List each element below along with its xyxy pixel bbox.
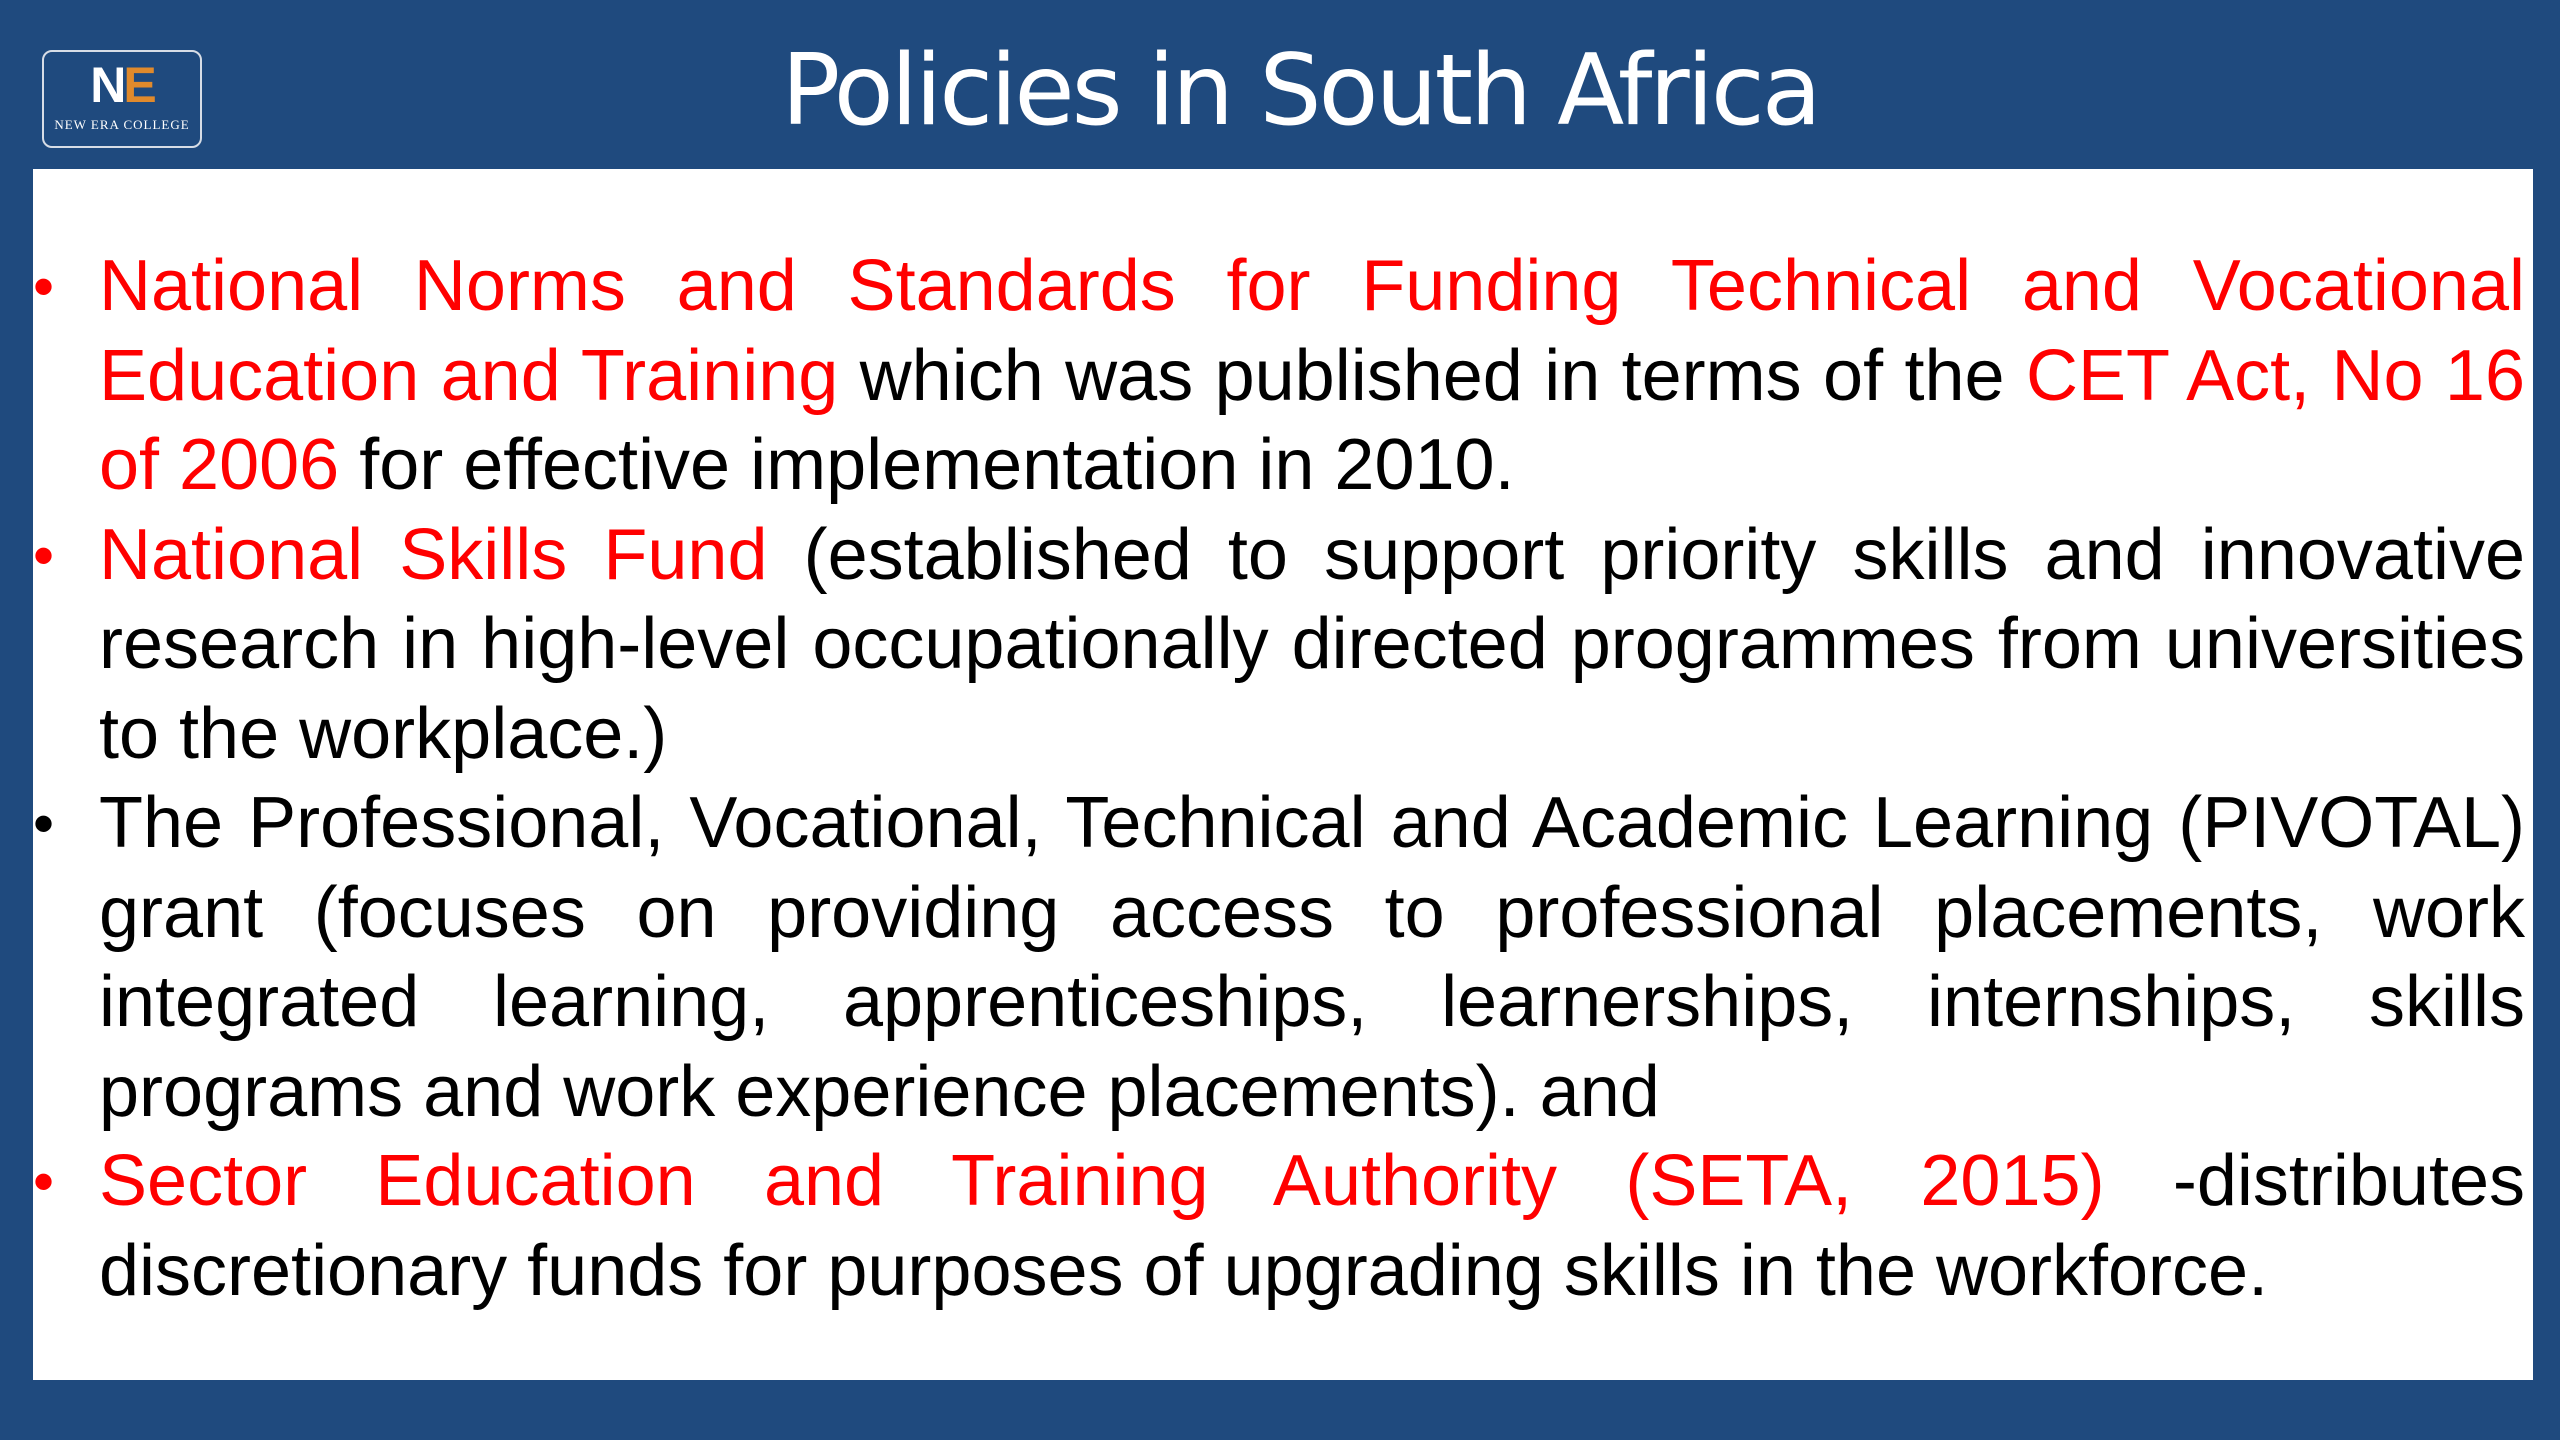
logo-name: NEW ERA COLLEGE (54, 117, 190, 132)
bullet-4-highlight: Sector Education and Training Authority (SETA, 2015) (99, 1141, 2105, 1221)
bullet-1-text-end: for effective implementation in 2010. (339, 425, 1515, 505)
logo-mark-right: E (123, 57, 154, 113)
bullet-4-text: -distributes discretionary funds for purposes of upgrading skills in the workforce. (99, 1141, 2525, 1311)
logo-mark-left: N (90, 57, 124, 113)
bullet-funding-norms (99, 242, 2525, 511)
slide-title: Policies in South Africa (781, 34, 1819, 148)
bullet-2-highlight: National Skills Fund (99, 514, 768, 595)
bullet-pivotal-grant (99, 779, 2525, 1137)
logo-mark (44, 57, 200, 113)
bullet-list (99, 242, 2525, 1316)
college-logo (42, 50, 202, 148)
bullet-1-act: CET Act, No 16 of 2006 (99, 335, 2525, 505)
bullet-2-text: (established to support priority skills and innovative research in high-level occupationally directed programmes from universities to the workplace.) (99, 514, 2526, 774)
bullet-seta (99, 1137, 2525, 1316)
bullet-1-text: which was published in terms of the (838, 335, 2026, 416)
bullet-1-highlight: National Norms and Standards for Funding Technical and Vocational Education and Training (99, 246, 2525, 416)
content-panel (33, 169, 2533, 1380)
bullet-3-text: The Professional, Vocational, Technical and Academic Learning (PIVOTAL) grant (focuses on providing access to professional placements, work integrated learning, apprenticeships, learnerships, internships, skills programs and work experience placements). and (99, 783, 2525, 1132)
bullet-skills-fund (99, 511, 2525, 780)
